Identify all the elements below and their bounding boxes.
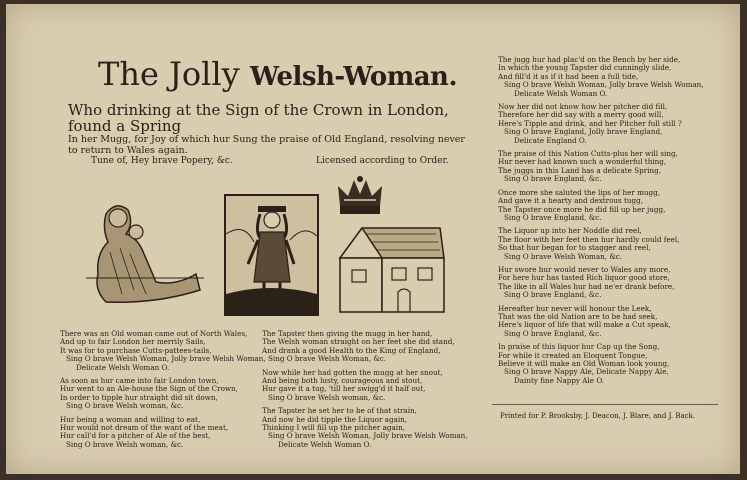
verse-line: And fill'd it as if it had been a full tide,: [498, 72, 639, 81]
verse-line: The floor with her feet then hur hardly could feel,: [498, 235, 680, 244]
refrain-line: Delicate England O.: [514, 136, 587, 145]
printer-imprint: Printed for P. Brooksby, J. Deacon, J. Blare, and J. Back.: [500, 412, 696, 420]
refrain-line: Sing O brave Welsh woman, &c.: [66, 440, 184, 449]
verse-line: The Tapster then giving the mugg in her hand,: [262, 330, 433, 338]
verse-line: Here's Tipple and drink, and her Pitcher full still ?: [498, 119, 682, 128]
verse-line: Hur never had known such a wonderful thing,: [498, 158, 667, 167]
verse-line: Hur call'd for a pitcher of Ale of the best,: [60, 432, 211, 441]
refrain-line: Sing O brave Welsh woman, &c.: [268, 393, 386, 402]
title-word-jolly: The Jolly: [98, 55, 240, 93]
verse-line: Here's liquor of life that will make a Cut speak,: [498, 321, 671, 330]
subtitle-main: Who drinking at the Sign of the Crown in London, found a Spring: [68, 101, 449, 135]
verse-line: In order to tipple hur straight did sit down,: [60, 393, 218, 402]
refrain-line: Sing O brave England, &c.: [504, 329, 602, 338]
verse-line: Hur swore hur would never to Wales any more,: [498, 265, 671, 274]
refrain-line: Sing O brave Welsh Woman, &c.: [504, 252, 623, 261]
verse-line: And gave it a hearty and dextrous tugg,: [498, 197, 644, 206]
refrain-line: Delicate Welsh Woman O.: [514, 89, 608, 98]
refrain-line: Delicate Welsh Woman O.: [76, 363, 170, 372]
refrain-line: Sing O brave Welsh woman, &c.: [66, 402, 184, 411]
broadside-sheet: [6, 4, 740, 474]
verse-line: And drank a good Health to the King of England,: [262, 346, 441, 355]
subtitle-rest: In her Mugg, for Joy of which hur Sung the praise of Old England, resolving never to return to Wales again.: [68, 134, 465, 156]
refrain-line: Sing O brave England, &c.: [504, 175, 602, 184]
verse-line: In which the young Tapster did cunningly slide,: [498, 64, 672, 73]
ballad-title: [98, 56, 457, 95]
crown-woodcut: [336, 176, 384, 218]
verse-line: Now her did not know how her pitcher did fill,: [498, 103, 668, 112]
verse-line: As soon as hur came into fair London town,: [60, 377, 219, 386]
verse-line: Hur went to an Ale-house the Sign of the Crown,: [60, 385, 238, 394]
refrain-line: Sing O brave Welsh Woman, Jolly brave Welsh Woman,: [268, 432, 468, 441]
verse-line: And up to fair London her merrily Sails,: [60, 338, 206, 347]
verse-line: Believe it will make an Old Woman look young,: [498, 360, 670, 368]
verse-line: The juggs in this Land has a delicate Spring,: [498, 166, 661, 175]
verse-line: For while it created an Eloquent Tongue,: [498, 351, 648, 360]
standing-man-woodcut: [224, 194, 319, 316]
verse-line: Therefore her did say with a merry good will,: [498, 111, 664, 120]
verse-line: The jugg hur had plac'd on the Bench by her side,: [498, 56, 681, 64]
verse-line: So that hur began for to stagger and reel,: [498, 244, 651, 253]
tune-line: Tune of, Hey brave Popery, &c.: [91, 156, 233, 166]
refrain-line: Dainty fine Nappy Ale O.: [514, 376, 605, 385]
divider-rule: [492, 404, 718, 405]
licensed-line: Licensed according to Order.: [316, 156, 449, 166]
refrain-line: Delicate Welsh Woman O.: [278, 440, 372, 449]
verse-column-1: [60, 330, 266, 449]
verse-line: The praise of this Nation Cutts-plus her will sing,: [498, 150, 678, 159]
verse-line: The Tapster once more he did fill up her jugg,: [498, 205, 666, 214]
refrain-line: Sing O brave England, Jolly brave England,: [504, 128, 663, 137]
seated-woman-woodcut: [86, 194, 204, 312]
verse-column-2: [262, 330, 484, 449]
house-woodcut: [336, 222, 446, 317]
verse-line: Thinking I will fill up the pitcher again,: [262, 424, 406, 433]
verse-line: And being both lusty, courageous and stout,: [262, 377, 423, 386]
verse-line: The like in all Wales hur had ne'er drank before,: [498, 282, 675, 291]
ballad-subtitle: [68, 102, 468, 156]
verse-line: In praise of this liquor hur Cap up the Song,: [498, 343, 660, 352]
verse-line: Now while her had gotten the mugg at her snout,: [262, 368, 443, 377]
verse-line: For here hur has tasted Rich liquor good store,: [498, 274, 670, 283]
verse-line: It was for to purchase Cutts-pattees-tails,: [60, 346, 212, 355]
verse-line: And now he did tipple the Liquor again,: [262, 415, 408, 424]
verse-line: Hur gave it a tug, 'till her swigg'd it half out,: [262, 385, 426, 394]
refrain-line: Sing O brave Welsh Woman, Jolly brave Welsh Woman,: [66, 355, 266, 364]
verse-line: Hur would not dream of the want of the meat,: [60, 424, 229, 433]
verse-line: The Tapster he set her to be of that strain,: [262, 407, 417, 416]
verse-line: That was the old Nation are to be had seek,: [498, 312, 658, 321]
refrain-line: Sing O brave Nappy Ale, Delicate Nappy Ale,: [504, 368, 669, 377]
title-word-welsh-woman: Welsh-Woman.: [249, 62, 458, 92]
verse-line: The Welsh woman straight on her feet she did stand,: [262, 338, 455, 347]
verse-line: Once more she saluted the lips of her mugg,: [498, 188, 661, 197]
verse-line: Hereafter hur never will honour the Leek,: [498, 304, 652, 313]
verse-column-3: [498, 56, 720, 385]
verse-line: The Liquor up into her Noddle did reel,: [498, 227, 642, 236]
verse-line: Hur being a woman and willing to eat,: [60, 415, 201, 424]
refrain-line: Sing O brave England, &c.: [504, 213, 602, 222]
refrain-line: Sing O brave Welsh Woman, Jolly brave Welsh Woman,: [504, 81, 704, 90]
refrain-line: Sing O brave England, &c.: [504, 291, 602, 300]
refrain-line: Sing O brave Welsh Woman, &c.: [268, 355, 387, 364]
verse-line: There was an Old woman came out of North Wales,: [60, 330, 248, 338]
